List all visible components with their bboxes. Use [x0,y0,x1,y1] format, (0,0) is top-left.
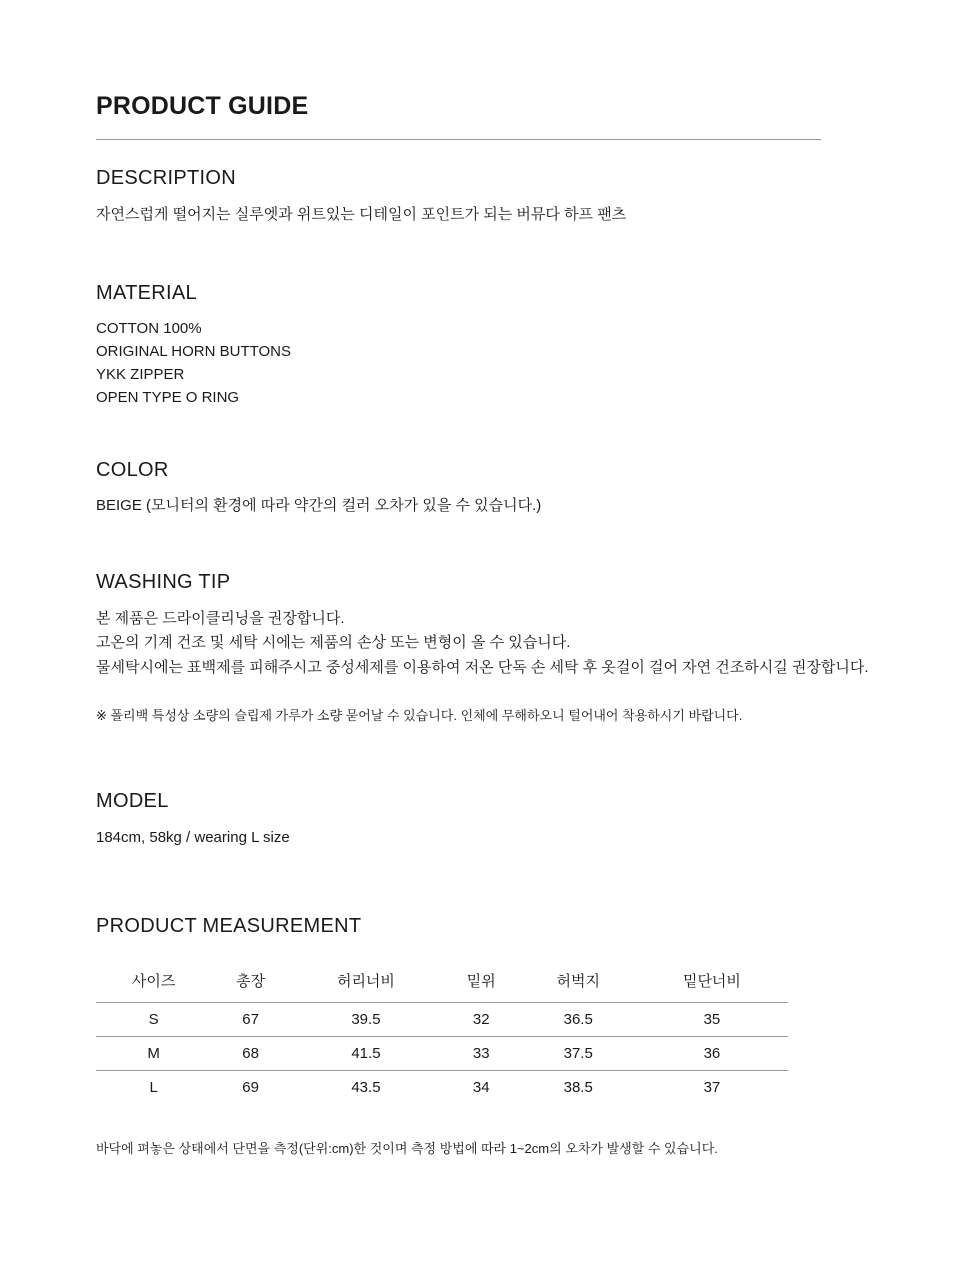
table-cell: 37.5 [521,1037,636,1071]
title-divider [96,139,821,140]
material-heading: MATERIAL [96,282,197,304]
column-header: 사이즈 [96,958,211,1003]
page-title: PRODUCT GUIDE [96,92,309,120]
model-heading: MODEL [96,790,169,812]
table-cell: 67 [211,1003,290,1037]
washing-line: 본 제품은 드라이클리닝을 권장합니다. [96,610,345,627]
table-header-row [96,958,788,1003]
material-line: OPEN TYPE O RING [96,389,240,406]
table-cell: 38.5 [563,1079,593,1096]
material-line: YKK ZIPPER [96,366,185,383]
table-cell: 36.5 [521,1003,636,1037]
table-cell: S [96,1003,211,1037]
column-header: 밑단너비 [636,958,788,1003]
table-row [96,1037,788,1071]
model-text: 184cm, 58kg / wearing L size [96,829,290,846]
washing-line: 물세탁시에는 표백제를 피해주시고 중성세제를 이용하여 저온 단독 손 세탁 후 옷걸이 걸어 자연 건조하시길 권장합니다. [96,659,869,676]
table-cell: 35 [636,1003,788,1037]
measurement-note: 바닥에 펴놓은 상태에서 단면을 측정(단위:cm)한 것이며 측정 방법에 따라 1~2cm의 오차가 발생할 수 있습니다. [96,1141,718,1156]
washing-line: 고온의 기계 건조 및 세탁 시에는 제품의 손상 또는 변형이 올 수 있습니다. [96,634,571,651]
measurement-heading: PRODUCT MEASUREMENT [96,915,362,937]
table-cell: 69 [242,1079,259,1096]
table-row [96,1071,788,1105]
measurement-table [96,958,788,1104]
washing-heading: WASHING TIP [96,571,231,593]
column-header: 허리너비 [290,958,442,1003]
color-heading: COLOR [96,459,169,481]
table-cell: 68 [211,1037,290,1071]
washing-note: ※ 폴리백 특성상 소량의 슬립제 가루가 소량 묻어날 수 있습니다. 인체에 무해하오니 털어내어 착용하시기 바랍니다. [96,708,743,723]
column-header: 허벅지 [521,958,636,1003]
column-header: 밑위 [442,958,521,1003]
table-cell: L [149,1079,158,1096]
table-row [96,1003,788,1037]
material-line: COTTON 100% [96,320,202,337]
color-text: BEIGE (모니터의 환경에 따라 약간의 컬러 오차가 있을 수 있습니다.) [96,497,542,514]
table-cell: 41.5 [290,1037,442,1071]
table-cell: 33 [442,1037,521,1071]
table-cell: 43.5 [351,1079,381,1096]
table-cell: 37 [703,1079,721,1096]
description-text: 자연스럽게 떨어지는 실루엣과 위트있는 디테일이 포인트가 되는 버뮤다 하프 팬츠 [96,206,627,223]
column-header: 총장 [211,958,290,1003]
description-heading: DESCRIPTION [96,167,236,189]
material-line: ORIGINAL HORN BUTTONS [96,343,292,360]
table-cell: 39.5 [290,1003,442,1037]
table-cell: 32 [442,1003,521,1037]
table-cell: 34 [472,1079,490,1096]
table-cell: M [96,1037,211,1071]
table-cell: 36 [636,1037,788,1071]
